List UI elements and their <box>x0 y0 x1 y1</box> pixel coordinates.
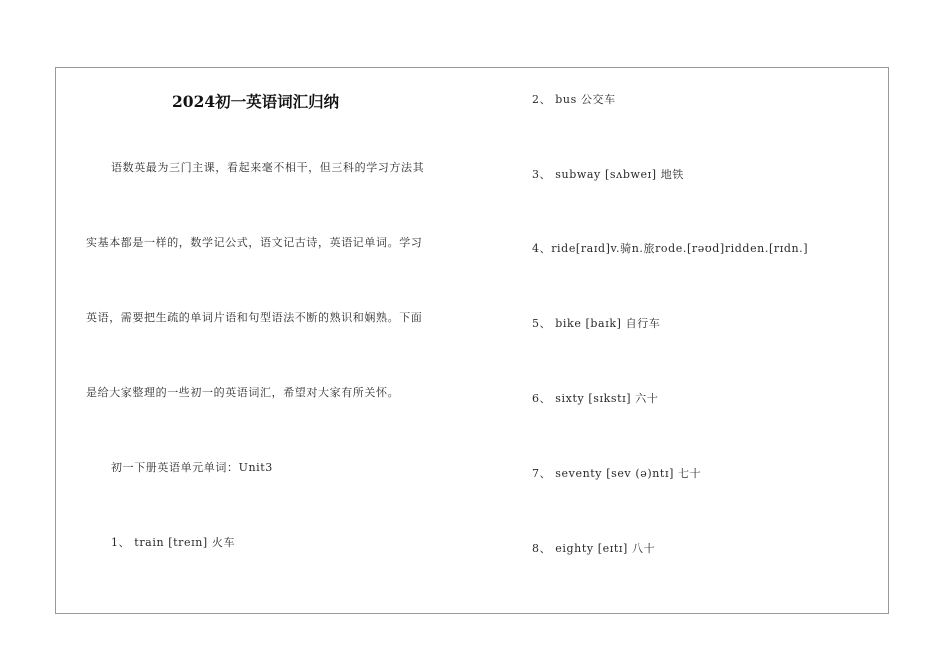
vocab-item-1: 1、 train [treɪn] 火车 <box>111 536 236 549</box>
intro-line-1: 语数英最为三门主课，看起来毫不相干，但三科的学习方法其 <box>111 161 425 174</box>
intro-line-2: 实基本都是一样的，数学记公式，语文记古诗，英语记单词。学习 <box>86 236 423 249</box>
vocab-item-8: 8、 eighty [eɪtɪ] 八十 <box>532 542 656 555</box>
vocab-item-2: 2、 bus 公交车 <box>532 93 616 106</box>
page-frame <box>55 67 889 614</box>
intro-line-4: 是给大家整理的一些初一的英语词汇，希望对大家有所关怀。 <box>86 386 400 399</box>
vocab-item-5: 5、 bike [baɪk] 自行车 <box>532 317 661 330</box>
vocab-item-3: 3、 subway [sʌbweɪ] 地铁 <box>532 168 684 181</box>
unit-heading: 初一下册英语单元单词：Unit3 <box>111 461 273 474</box>
vocab-item-7: 7、 seventy [sev (ə)ntɪ] 七十 <box>532 467 702 480</box>
vocab-item-4: 4、ride[raɪd]v.骑n.旅rode.[rəʊd]ridden.[rɪdn.] <box>532 242 809 255</box>
intro-line-3: 英语，需要把生疏的单词片语和句型语法不断的熟识和娴熟。下面 <box>86 311 423 324</box>
document-title: 2024初一英语词汇归纳 <box>172 92 340 111</box>
vocab-item-6: 6、 sixty [sɪkstɪ] 六十 <box>532 392 659 405</box>
